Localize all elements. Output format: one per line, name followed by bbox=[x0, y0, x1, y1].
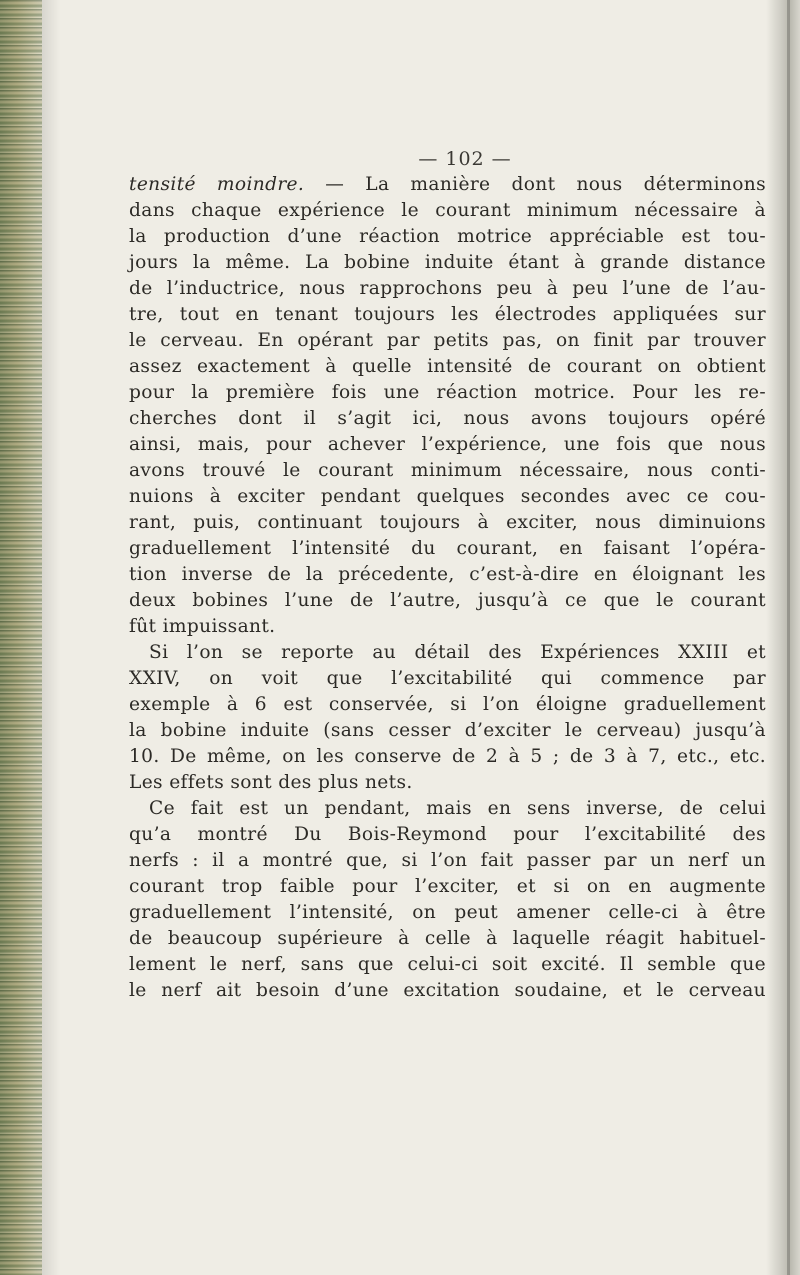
book-binding-edge bbox=[0, 0, 42, 1275]
text-line: rant, puis, continuant toujours à exciter, nous diminuions bbox=[129, 512, 766, 533]
gutter-shadow bbox=[42, 0, 60, 1275]
text-line: courant trop faible pour l’exciter, et si on en augmente bbox=[129, 876, 766, 897]
paragraph-first-line: Ce fait est un pendant, mais en sens inverse, de celui bbox=[149, 798, 766, 819]
text-line: la bobine induite (sans cesser d’exciter le cerveau) jusqu’à bbox=[129, 720, 766, 741]
text-line: exemple à 6 est conservée, si l’on éloigne graduellement bbox=[129, 694, 766, 715]
text-line: tre, tout en tenant toujours les électrodes appliquées sur bbox=[129, 304, 766, 325]
text-line: avons trouvé le courant minimum nécessaire, nous conti- bbox=[129, 460, 766, 481]
text-line: qu’a montré Du Bois-Reymond pour l’excitabilité des bbox=[129, 824, 766, 845]
text-line: XXIV, on voit que l’excitabilité qui commence par bbox=[129, 668, 766, 689]
text-line: tion inverse de la précedente, c’est-à-dire en éloignant les bbox=[129, 564, 766, 585]
text-line: nuions à exciter pendant quelques secondes avec ce cou- bbox=[129, 486, 766, 507]
text-line: lement le nerf, sans que celui-ci soit excité. Il semble que bbox=[129, 954, 766, 975]
text-line: 10. De même, on les conserve de 2 à 5 ; de 3 à 7, etc., etc. bbox=[129, 746, 766, 767]
text-line: ainsi, mais, pour achever l’expérience, une fois que nous bbox=[129, 434, 766, 455]
text-line: le nerf ait besoin d’une excitation soudaine, et le cerveau bbox=[129, 980, 766, 1001]
text-line: le cerveau. En opérant par petits pas, on finit par trouver bbox=[129, 330, 766, 351]
paragraph-last-line: fût impuissant. bbox=[129, 616, 276, 637]
paragraph-last-line: Les effets sont des plus nets. bbox=[129, 772, 413, 793]
text-line: graduellement l’intensité, on peut amener celle-ci à être bbox=[129, 902, 766, 923]
text-line: jours la même. La bobine induite étant à grande distance bbox=[129, 252, 766, 273]
text-line: graduellement l’intensité du courant, en faisant l’opéra- bbox=[129, 538, 766, 559]
text-line: deux bobines l’une de l’autre, jusqu’à ce que le courant bbox=[129, 590, 766, 611]
line-text: — La manière dont nous déterminons bbox=[304, 174, 766, 195]
text-line: cherches dont il s’agit ici, nous avons toujours opéré bbox=[129, 408, 766, 429]
page-right-edge-line bbox=[787, 0, 790, 1275]
text-line: pour la première fois une réaction motrice. Pour les re- bbox=[129, 382, 766, 403]
text-line: nerfs : il a montré que, si l’on fait passer par un nerf un bbox=[129, 850, 766, 871]
text-line: dans chaque expérience le courant minimum nécessaire à bbox=[129, 200, 766, 221]
page-right-edge bbox=[766, 0, 800, 1275]
italic-fragment: tensité moindre. bbox=[129, 174, 305, 195]
text-line: la production d’une réaction motrice appréciable est tou- bbox=[129, 226, 766, 247]
paragraph-first-line: Si l’on se reporte au détail des Expériences XXIII et bbox=[149, 642, 766, 663]
page-number: — 102 — bbox=[418, 148, 512, 170]
text-line: assez exactement à quelle intensité de courant on obtient bbox=[129, 356, 766, 377]
text-line: de beaucoup supérieure à celle à laquelle réagit habituel- bbox=[129, 928, 766, 949]
text-line: de l’inductrice, nous rapprochons peu à peu l’une de l’au- bbox=[129, 278, 766, 299]
body-text bbox=[129, 172, 766, 1004]
text-line bbox=[129, 172, 766, 198]
